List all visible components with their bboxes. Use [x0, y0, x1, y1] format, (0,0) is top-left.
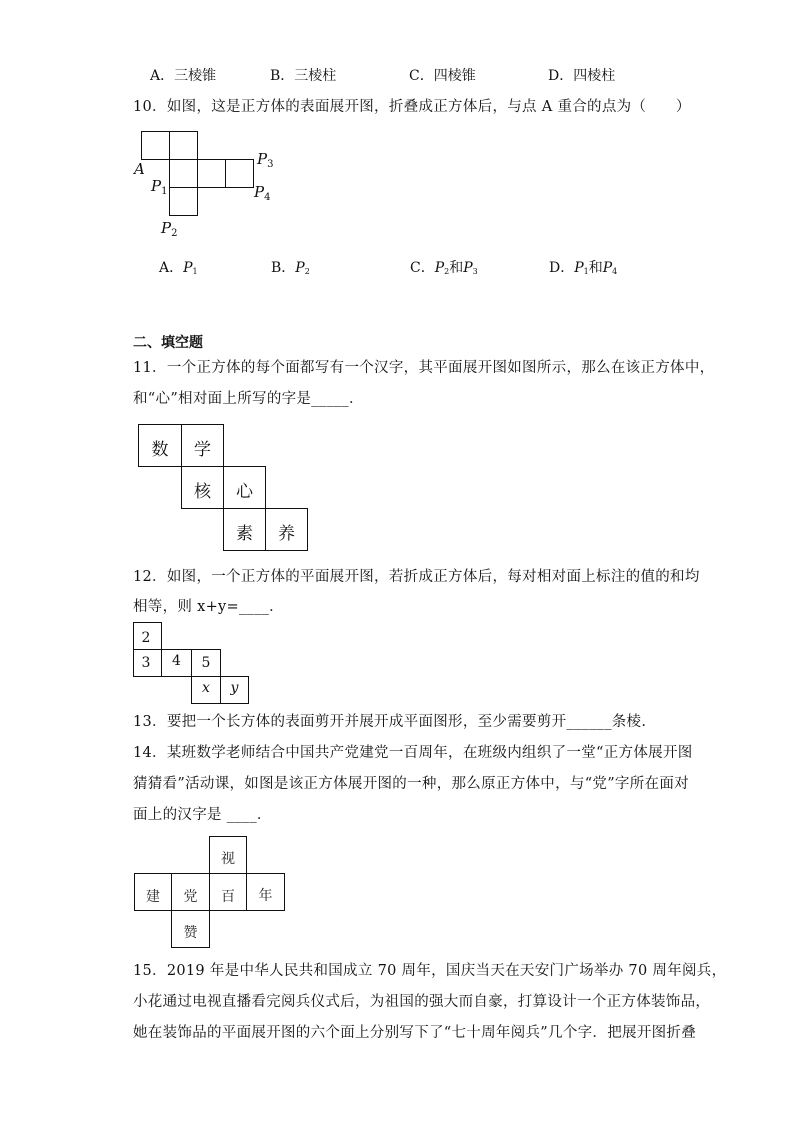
q10-option-d: D．$P_1$和$P_4$	[549, 260, 618, 276]
q10-net-square	[141, 131, 170, 160]
q10-option-b: B．$P_2$	[271, 260, 310, 276]
q11-cell-text: 数	[151, 440, 169, 460]
q10-option-c: C．$P_2$和$P_3$	[410, 260, 478, 276]
q10-label-a: A	[134, 160, 145, 178]
q13-line-1: 13．要把一个长方体的表面剪开并展开成平面图形，至少需要剪开______条棱.	[133, 714, 647, 730]
q15-line-1: 15．2019 年是中华人民共和国成立 70 周年，国庆当天在天安门广场举办 70 周年阅兵，	[133, 963, 727, 979]
q10-option-a: A．$P_1$	[159, 260, 198, 276]
q11-line-2: 和“心”相对面上所写的字是_____．	[133, 391, 364, 407]
q14-line-1: 14．某班数学老师结合中国共产党建党一百周年，在班级内组织了一堂“正方体展开图	[133, 745, 693, 761]
q14-line-3: 面上的汉字是 ____．	[133, 807, 272, 823]
q10-label-p2: $P_2$	[161, 219, 178, 239]
q12-line-2: 相等，则 x+y=____．	[133, 599, 284, 615]
q14-cell-text: 建	[146, 889, 160, 905]
q15-line-2: 小花通过电视直播看完阅兵仪式后，为祖国的强大而自豪，打算设计一个正方体装饰品，	[133, 994, 711, 1010]
q12-cell-value: 4	[172, 653, 181, 669]
q12-line-1: 12．如图，一个正方体的平面展开图，若折成正方体后，每对相对面上标注的值的和均	[133, 569, 700, 585]
q9-option-d: D．四棱柱	[548, 68, 616, 84]
q12-cell-value: y	[230, 680, 239, 696]
q14-cell-text: 党	[183, 889, 198, 905]
q12-cell-value: 3	[141, 655, 151, 671]
q12-cell-value: x	[202, 680, 210, 696]
q9-option-a: A．三棱锥	[150, 68, 217, 84]
q10-net-square	[169, 131, 198, 160]
section-heading: 二、填空题	[133, 335, 203, 351]
q12-cell-value: 5	[201, 655, 211, 671]
q10-net-square	[169, 187, 198, 216]
q14-line-2: 猜猜看”活动课，如图是该正方体展开图的一种，那么原正方体中，与“党”字所在面对	[133, 776, 689, 792]
q14-cell-text: 百	[221, 889, 235, 905]
q11-cell-text: 养	[278, 524, 295, 544]
q10-label-p4: $P_4$	[254, 183, 271, 203]
q14-cell-text: 视	[221, 851, 235, 867]
q14-cell-text: 年	[258, 888, 273, 904]
q11-cell-text: 核	[194, 482, 211, 502]
q9-option-c: C．四棱锥	[409, 68, 476, 84]
q10-net-square	[169, 159, 198, 188]
q11-cell-text: 学	[194, 440, 211, 460]
q10-label-p1: $P_1$	[151, 177, 168, 197]
q15-line-3: 她在装饰品的平面展开图的六个面上分别写下了“七十周年阅兵”几个字．把展开图折叠	[133, 1025, 697, 1041]
q11-line-1: 11．一个正方体的每个面都写有一个汉字，其平面展开图如图所示，那么在该正方体中，	[133, 360, 715, 376]
q10-net-square	[197, 159, 226, 188]
q11-cell-text: 素	[236, 524, 253, 544]
q14-cell-text: 赞	[183, 925, 198, 941]
q10-text: 10．如图，这是正方体的表面展开图，折叠成正方体后，与点 A 重合的点为（ ）	[133, 99, 691, 115]
q9-option-b: B．三棱柱	[270, 68, 337, 84]
q12-cell-value: 2	[141, 630, 151, 646]
q11-cell-text: 心	[236, 482, 253, 502]
q10-label-p3: $P_3$	[257, 150, 274, 170]
q10-net-square	[225, 159, 254, 188]
